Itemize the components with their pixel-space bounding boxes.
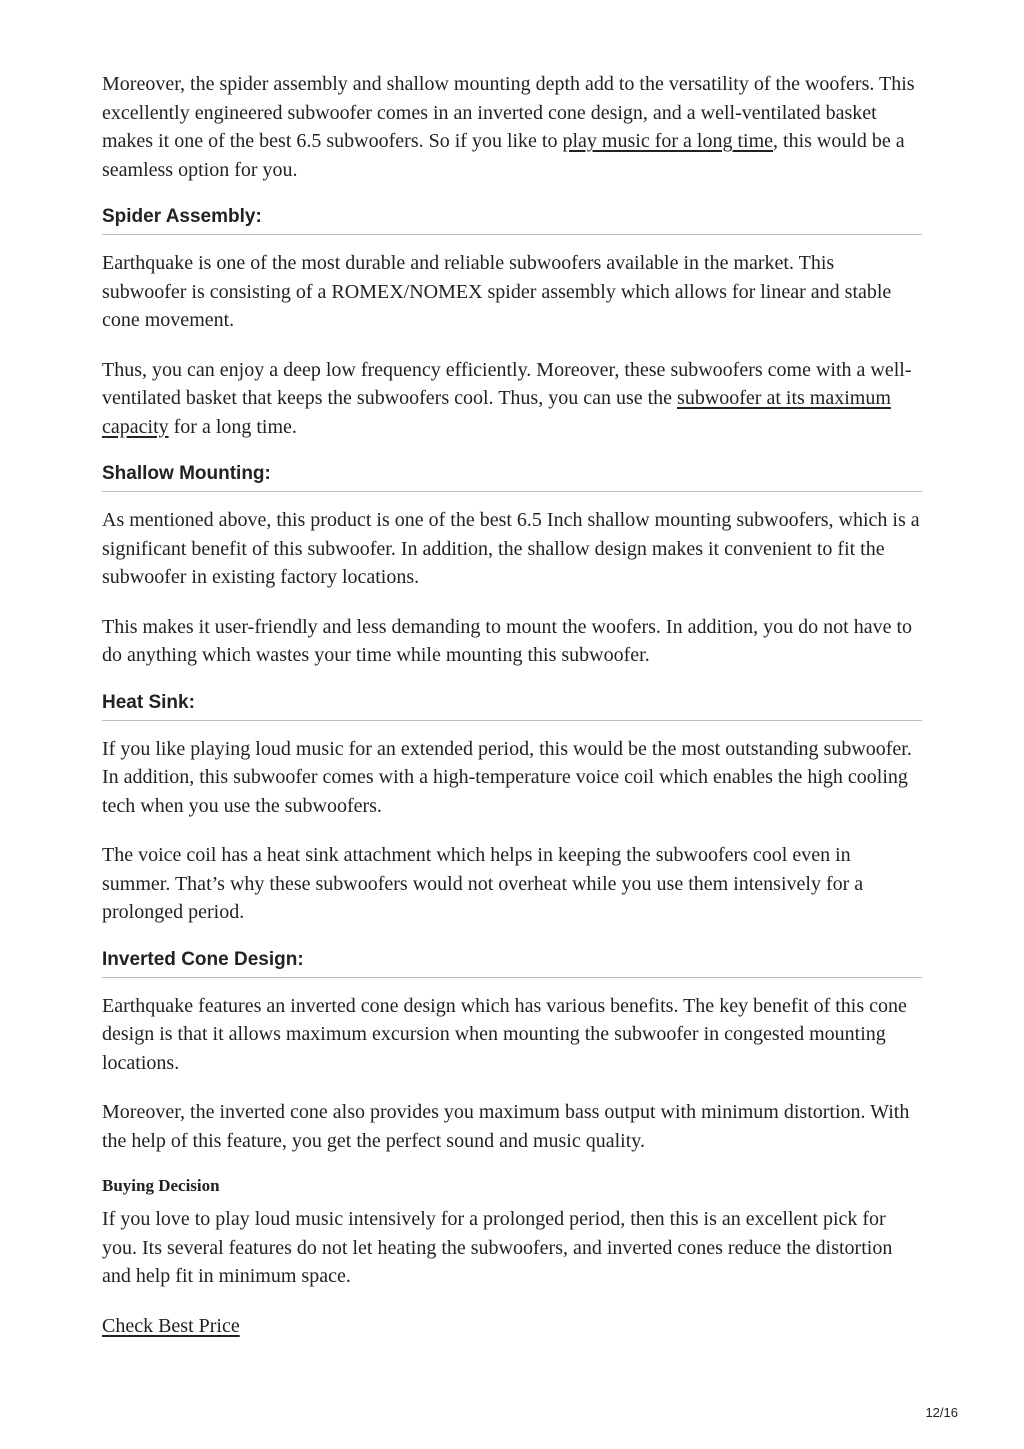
shallow-mounting-paragraph-2: This makes it user-friendly and less demanding to mount the woofers. In addition, you do not have to do anything which wastes your time while mounting this subwoofer. <box>102 615 912 666</box>
heat-sink-heading: Heat Sink: <box>102 691 922 721</box>
check-best-price-link[interactable]: Check Best Price <box>102 1314 240 1337</box>
page-number: 12/16 <box>925 1405 958 1420</box>
buying-decision-heading: Buying Decision <box>102 1176 220 1195</box>
inverted-cone-heading: Inverted Cone Design: <box>102 948 922 978</box>
inverted-cone-paragraph-2: Moreover, the inverted cone also provides you maximum bass output with minimum distortion. With the help of this feature, you get the perfect sound and music quality. <box>102 1101 910 1152</box>
spider-assembly-paragraph-2 <box>102 356 922 442</box>
heat-sink-paragraph-2: The voice coil has a heat sink attachment which helps in keeping the subwoofers cool even in summer. That’s why these subwoofers would not overheat while you use them intensively for a prolonged period. <box>102 844 864 923</box>
check-price-paragraph <box>102 1312 922 1341</box>
shallow-mounting-paragraph-1: As mentioned above, this product is one of the best 6.5 Inch shallow mounting subwoofers, which is a significant benefit of this subwoofer. In addition, the shallow design makes it convenient to fit the subwoofer in existing factory locations. <box>102 509 920 588</box>
intro-paragraph <box>102 70 922 184</box>
shallow-mounting-heading: Shallow Mounting: <box>102 462 922 492</box>
buying-decision-paragraph: If you love to play loud music intensively for a prolonged period, then this is an excellent pick for you. Its several features do not let heating the subwoofers, and inverted cones reduce the distortion and help fit in minimum space. <box>102 1208 893 1287</box>
inverted-cone-paragraph-1: Earthquake features an inverted cone design which has various benefits. The key benefit of this cone design is that it allows maximum excursion when mounting the subwoofer in congested mounting locations. <box>102 994 907 1074</box>
spider-assembly-text: Thus, you can enjoy a deep low frequency efficiently. Moreover, these subwoofers come with a well-ventilated basket that keeps the subwoofers cool. Thus, you can use the <box>102 358 912 409</box>
spider-assembly-heading: Spider Assembly: <box>102 205 922 235</box>
intro-text: Moreover, the spider assembly and shallow mounting depth add to the versatility of the woofers. This excellently engineered subwoofer comes in an inverted cone design, and a well-ventilated basket makes it one of the best 6.5 subwoofers. So if you like to <box>102 73 915 152</box>
spider-assembly-text-end: for a long time. <box>168 415 297 438</box>
spider-assembly-paragraph-1: Earthquake is one of the most durable and reliable subwoofers available in the market. This subwoofer is consisting of a ROMEX/NOMEX spider assembly which allows for linear and stable cone movement. <box>102 252 892 331</box>
heat-sink-paragraph-1: If you like playing loud music for an extended period, this would be the most outstanding subwoofer. In addition, this subwoofer comes with a high-temperature voice coil which enables the high cooling tech when you use the subwoofers. <box>102 737 912 817</box>
article-body <box>102 70 922 1361</box>
intro-text-end: , this would be a seamless option for you. <box>102 130 905 181</box>
play-music-link[interactable]: play music for a long time <box>562 130 774 152</box>
max-capacity-link[interactable]: subwoofer at its maximum capacity <box>102 387 891 438</box>
